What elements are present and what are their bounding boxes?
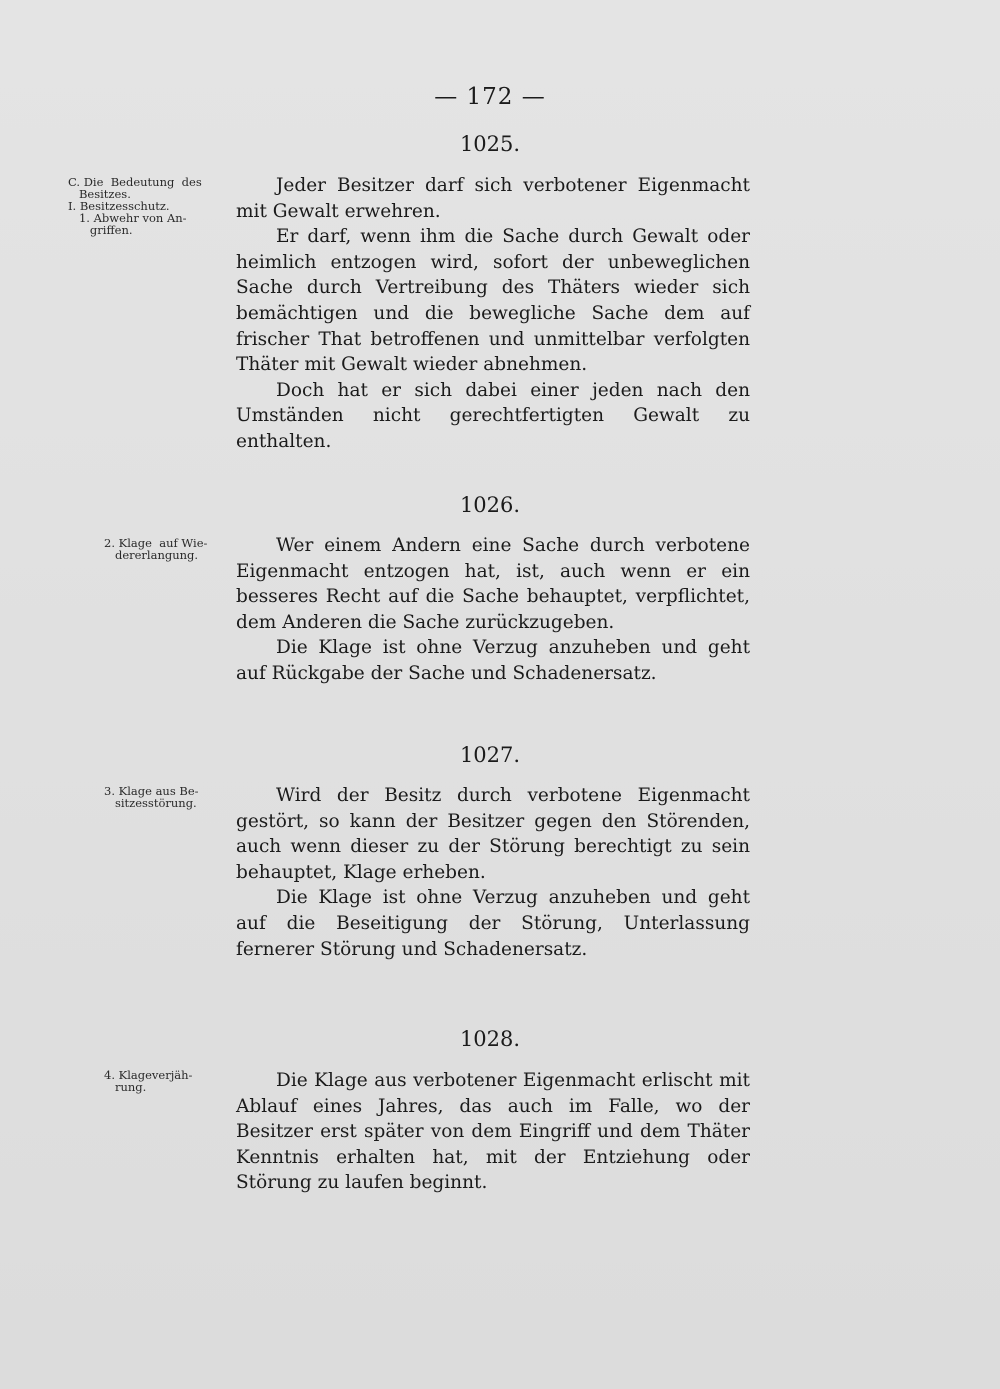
section-number: 1025. bbox=[459, 132, 521, 156]
margin-note-line: rung. bbox=[104, 1080, 147, 1094]
paragraph: Die Klage ist ohne Verzug anzuheben und geht auf die Beseitigung der Störung, Unterlassung fernerer Störung und Schadenersatz. bbox=[236, 887, 750, 960]
paragraph: Wird der Besitz durch verbotene Eigenmacht gestört, so kann der Besitzer gegen den Störenden, auch wenn dieser zu der Störung berechtigt zu sein behauptet, Klage erheben. bbox=[236, 785, 750, 883]
section-body bbox=[236, 173, 750, 455]
margin-note-line: griffen. bbox=[68, 223, 133, 237]
section-number: 1026. bbox=[459, 493, 521, 517]
paragraph: Doch hat er sich dabei einer jeden nach den Umständen nicht gerechtfertigten Gewalt zu enthalten. bbox=[236, 379, 750, 452]
section-body bbox=[236, 783, 750, 962]
margin-note-line: 2. Klage auf Wie- bbox=[104, 536, 208, 550]
margin-note-line: Besitzes. bbox=[68, 187, 131, 201]
margin-note-line: 3. Klage aus Be- bbox=[104, 784, 199, 798]
section-body bbox=[236, 1068, 750, 1196]
margin-note-line: 1. Abwehr von An- bbox=[68, 211, 187, 225]
paragraph: Er darf, wenn ihm die Sache durch Gewalt oder heimlich entzogen wird, sofort der unbeweglichen Sache durch Vertreibung des Thäters wieder sich bemächtigen und die bewegliche Sache dem auf frischer That betroffenen und unmittelbar verfolgten Thäter mit Gewalt wieder abnehmen. bbox=[236, 226, 750, 376]
margin-note-line: sitzesstörung. bbox=[104, 796, 197, 810]
margin-note-line: C. Die Bedeutung des bbox=[68, 175, 202, 189]
section-body bbox=[236, 533, 750, 687]
paragraph: Wer einem Andern eine Sache durch verbotene Eigenmacht entzogen hat, ist, auch wenn er ein besseres Recht auf die Sache behauptet, verpflichtet, dem Anderen die Sache zurückzugeben. bbox=[236, 535, 750, 633]
paragraph: Jeder Besitzer darf sich verbotener Eigenmacht mit Gewalt erwehren. bbox=[236, 175, 750, 222]
margin-note bbox=[68, 176, 226, 236]
paragraph: Die Klage ist ohne Verzug anzuheben und geht auf Rückgabe der Sache und Schadenersatz. bbox=[236, 637, 750, 684]
section-number: 1028. bbox=[459, 1027, 521, 1051]
margin-note-line: dererlangung. bbox=[104, 548, 199, 562]
margin-note-line: I. Besitzesschutz. bbox=[68, 199, 170, 213]
paragraph: Die Klage aus verbotener Eigenmacht erlischt mit Ablauf eines Jahres, das auch im Falle, wo der Besitzer erst später von dem Eingriff und dem Thäter Kenntnis erhalten hat, mit der Entziehung oder Störung zu laufen beginnt. bbox=[236, 1070, 750, 1194]
margin-note-line: 4. Klageverjäh- bbox=[104, 1068, 193, 1082]
section-number: 1027. bbox=[459, 743, 521, 767]
page-number: — 172 — bbox=[434, 84, 546, 110]
